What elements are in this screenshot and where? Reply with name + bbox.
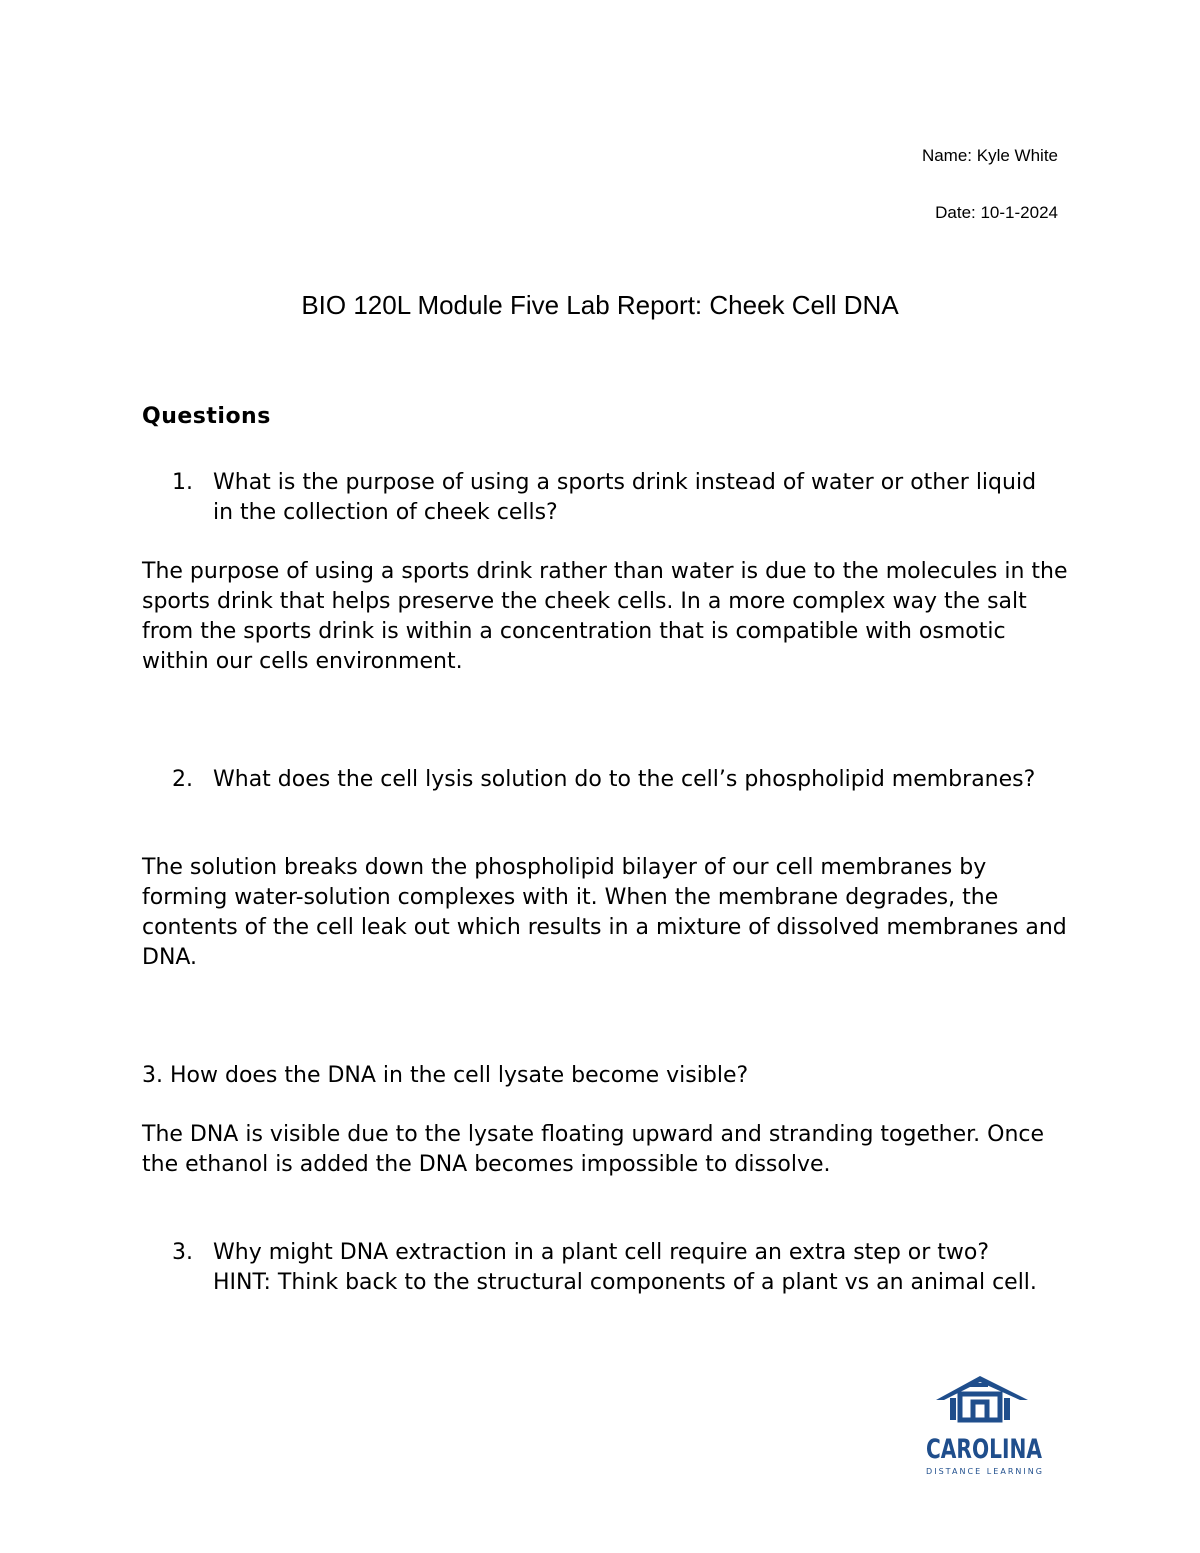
page-title: BIO 120L Module Five Lab Report: Cheek Cell DNA: [301, 290, 899, 320]
section-heading: Questions: [142, 404, 271, 429]
question-3: 3. How does the DNA in the cell lysate become visible?: [142, 1063, 749, 1088]
question-2: [172, 765, 1052, 795]
date-line: Date: 10-1-2024: [935, 203, 1058, 222]
answer-2: The solution breaks down the phospholipid bilayer of our cell membranes by forming water-solution complexes with it. When the membrane degrades, the contents of the cell leak out which results in a mixture of dissolved membranes and DNA.: [142, 855, 1067, 970]
question-text: What is the purpose of using a sports drink instead of water or other liquid in the collection of cheek cells?: [213, 470, 1037, 525]
answer-1: The purpose of using a sports drink rather than water is due to the molecules in the sports drink that helps preserve the cheek cells. In a more complex way the salt from the sports drink is within a concentration that is compatible with osmotic within our cells environment.: [142, 559, 1068, 674]
question-text: Why might DNA extraction in a plant cell require an extra step or two? HINT: Think back to the structural components of a plant vs an animal cell.: [213, 1240, 1037, 1295]
question-text: What does the cell lysis solution do to the cell’s phospholipid membranes?: [213, 767, 1036, 792]
question-4: [172, 1238, 1052, 1298]
carolina-logo: [920, 1370, 1048, 1480]
answer-3: The DNA is visible due to the lysate floating upward and stranding together. Once the ethanol is added the DNA becomes impossible to dissolve.: [142, 1122, 1045, 1177]
question-number: 1.: [172, 470, 193, 495]
name-line: Name: Kyle White: [921, 146, 1058, 165]
logo-wordmark: CAROLINA: [926, 1434, 1043, 1465]
question-1: [172, 468, 1052, 528]
logo-tagline: DISTANCE LEARNING: [926, 1467, 1042, 1476]
question-number: 2.: [172, 767, 193, 792]
question-number: 3.: [172, 1240, 193, 1265]
house-icon: [936, 1376, 1028, 1420]
